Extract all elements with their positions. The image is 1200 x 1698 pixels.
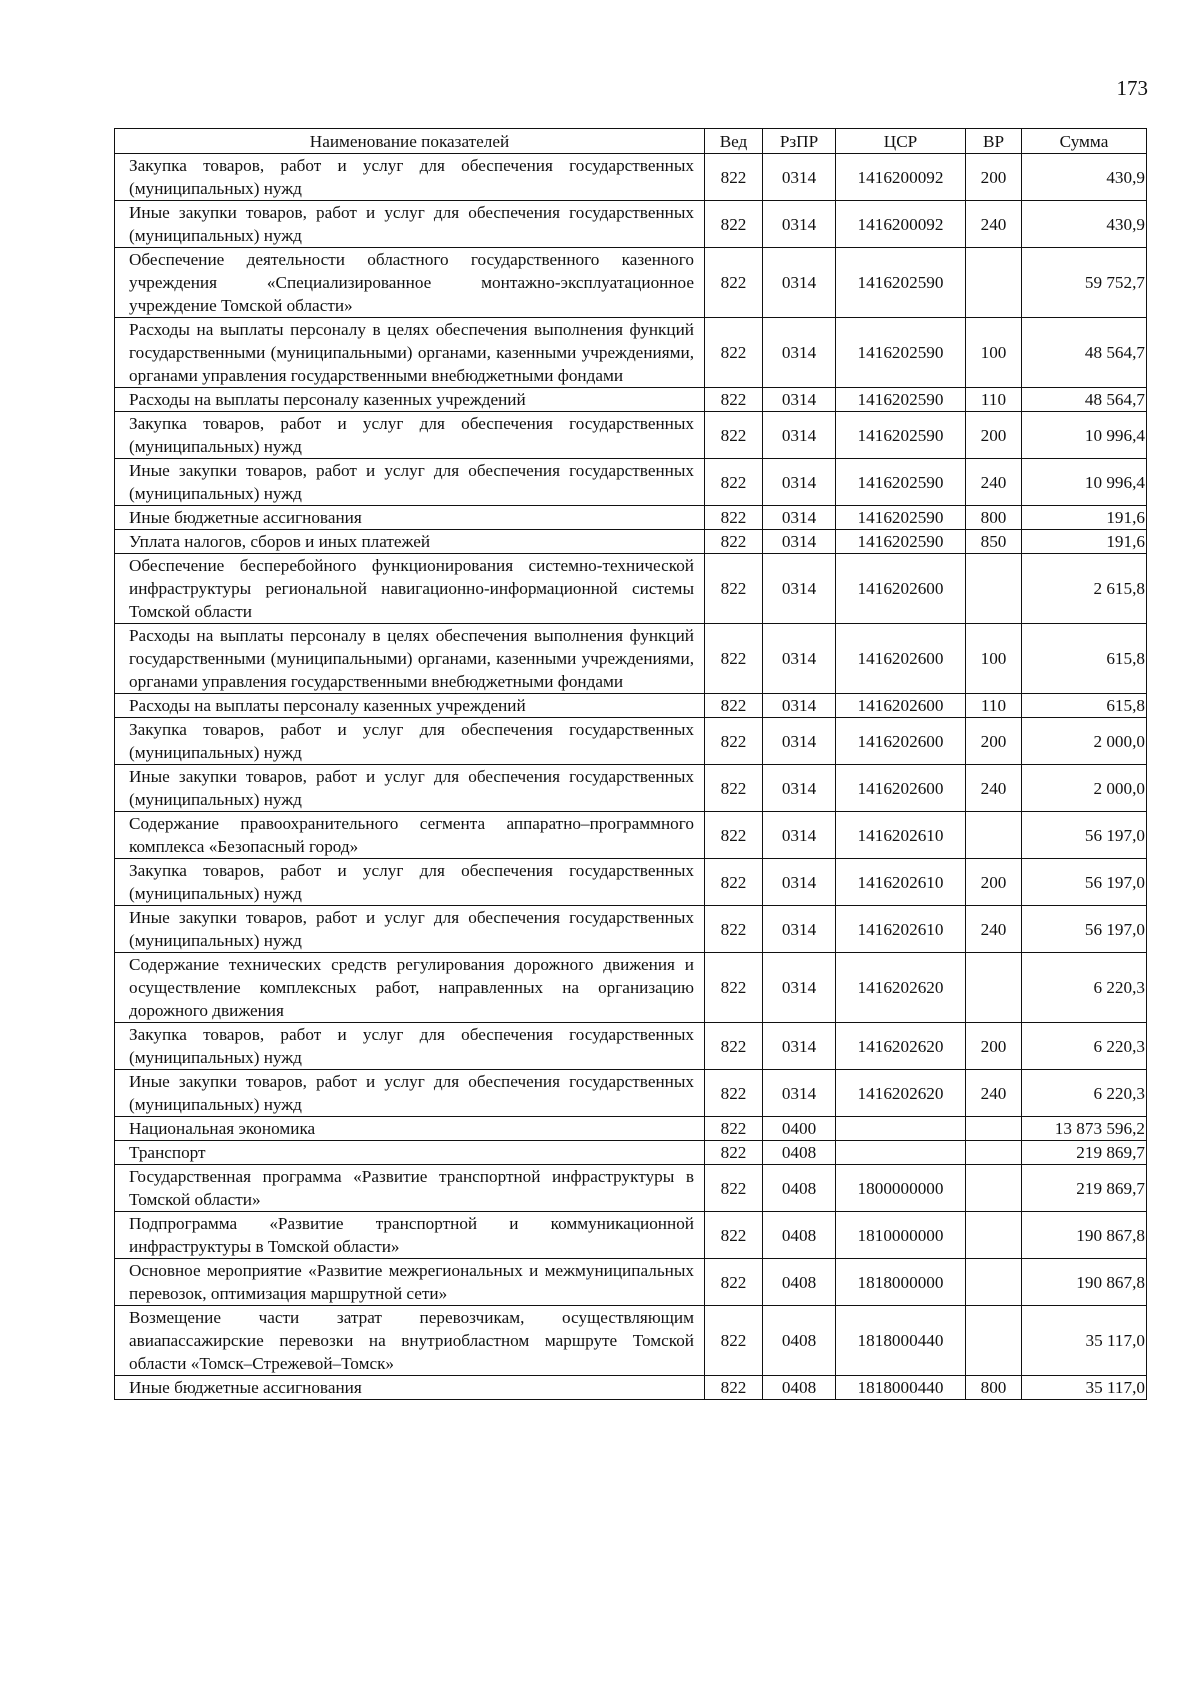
cell-rzpr: 0314 <box>763 624 836 694</box>
cell-vr: 200 <box>966 412 1022 459</box>
cell-csr: 1818000440 <box>836 1306 966 1376</box>
cell-ved: 822 <box>705 694 763 718</box>
cell-ved: 822 <box>705 1141 763 1165</box>
cell-csr: 1810000000 <box>836 1212 966 1259</box>
cell-name: Расходы на выплаты персоналу в целях обеспечения выполнения функций государственными (муниципальными) органами, казенными учреждениями, органами управления государственными внебюджетными фондами <box>115 318 705 388</box>
cell-csr: 1416202620 <box>836 953 966 1023</box>
cell-sum: 2 000,0 <box>1022 718 1147 765</box>
cell-name: Государственная программа «Развитие транспортной инфраструктуры в Томской области» <box>115 1165 705 1212</box>
cell-csr <box>836 1141 966 1165</box>
cell-rzpr: 0408 <box>763 1165 836 1212</box>
cell-vr: 200 <box>966 1023 1022 1070</box>
cell-ved: 822 <box>705 1306 763 1376</box>
cell-rzpr: 0314 <box>763 859 836 906</box>
cell-rzpr: 0314 <box>763 765 836 812</box>
cell-rzpr: 0408 <box>763 1306 836 1376</box>
cell-ved: 822 <box>705 1259 763 1306</box>
table-row <box>115 1117 1147 1141</box>
cell-name: Иные закупки товаров, работ и услуг для обеспечения государственных (муниципальных) нужд <box>115 459 705 506</box>
table-row <box>115 248 1147 318</box>
table-row <box>115 1023 1147 1070</box>
table-row <box>115 1259 1147 1306</box>
table-row <box>115 953 1147 1023</box>
cell-name: Уплата налогов, сборов и иных платежей <box>115 530 705 554</box>
header-ved: Вед <box>705 129 763 154</box>
table-header-row <box>115 129 1147 154</box>
cell-sum: 35 117,0 <box>1022 1306 1147 1376</box>
cell-vr: 110 <box>966 694 1022 718</box>
cell-ved: 822 <box>705 812 763 859</box>
table-row <box>115 530 1147 554</box>
cell-vr: 800 <box>966 506 1022 530</box>
cell-rzpr: 0314 <box>763 388 836 412</box>
cell-name: Иные закупки товаров, работ и услуг для обеспечения государственных (муниципальных) нужд <box>115 1070 705 1117</box>
cell-sum: 6 220,3 <box>1022 1023 1147 1070</box>
table-row <box>115 1306 1147 1376</box>
table-row <box>115 1141 1147 1165</box>
cell-sum: 190 867,8 <box>1022 1259 1147 1306</box>
table-row <box>115 624 1147 694</box>
cell-sum: 56 197,0 <box>1022 906 1147 953</box>
cell-csr: 1416202600 <box>836 718 966 765</box>
cell-csr: 1416202600 <box>836 765 966 812</box>
cell-vr <box>966 1259 1022 1306</box>
cell-csr: 1416202590 <box>836 248 966 318</box>
cell-name: Содержание технических средств регулирования дорожного движения и осуществление комплексных работ, направленных на организацию дорожного движения <box>115 953 705 1023</box>
cell-vr <box>966 1212 1022 1259</box>
cell-rzpr: 0408 <box>763 1259 836 1306</box>
cell-name: Иные бюджетные ассигнования <box>115 506 705 530</box>
cell-ved: 822 <box>705 1023 763 1070</box>
cell-csr: 1416202600 <box>836 694 966 718</box>
cell-csr: 1416202600 <box>836 554 966 624</box>
table-row <box>115 859 1147 906</box>
cell-rzpr: 0314 <box>763 953 836 1023</box>
table-row <box>115 318 1147 388</box>
table-row <box>115 1070 1147 1117</box>
cell-rzpr: 0314 <box>763 248 836 318</box>
cell-ved: 822 <box>705 530 763 554</box>
cell-ved: 822 <box>705 318 763 388</box>
table-row <box>115 718 1147 765</box>
table-row <box>115 1165 1147 1212</box>
cell-vr: 240 <box>966 459 1022 506</box>
cell-sum: 56 197,0 <box>1022 812 1147 859</box>
cell-sum: 615,8 <box>1022 624 1147 694</box>
cell-rzpr: 0314 <box>763 201 836 248</box>
cell-name: Закупка товаров, работ и услуг для обеспечения государственных (муниципальных) нужд <box>115 1023 705 1070</box>
cell-vr: 200 <box>966 154 1022 201</box>
cell-rzpr: 0314 <box>763 459 836 506</box>
cell-rzpr: 0408 <box>763 1376 836 1400</box>
cell-name: Закупка товаров, работ и услуг для обеспечения государственных (муниципальных) нужд <box>115 859 705 906</box>
cell-csr: 1416202590 <box>836 530 966 554</box>
cell-vr <box>966 812 1022 859</box>
cell-sum: 13 873 596,2 <box>1022 1117 1147 1141</box>
cell-ved: 822 <box>705 718 763 765</box>
cell-name: Обеспечение деятельности областного государственного казенного учреждения «Специализированное монтажно-эксплуатационное учреждение Томской области» <box>115 248 705 318</box>
cell-csr: 1416202590 <box>836 506 966 530</box>
cell-name: Иные закупки товаров, работ и услуг для обеспечения государственных (муниципальных) нужд <box>115 906 705 953</box>
table-row <box>115 201 1147 248</box>
cell-ved: 822 <box>705 953 763 1023</box>
cell-vr: 240 <box>966 906 1022 953</box>
table-row <box>115 506 1147 530</box>
cell-name: Закупка товаров, работ и услуг для обеспечения государственных (муниципальных) нужд <box>115 154 705 201</box>
header-name: Наименование показателей <box>115 129 705 154</box>
cell-rzpr: 0314 <box>763 718 836 765</box>
cell-ved: 822 <box>705 459 763 506</box>
cell-vr: 800 <box>966 1376 1022 1400</box>
cell-rzpr: 0314 <box>763 812 836 859</box>
cell-name: Закупка товаров, работ и услуг для обеспечения государственных (муниципальных) нужд <box>115 412 705 459</box>
cell-vr <box>966 1306 1022 1376</box>
cell-ved: 822 <box>705 1117 763 1141</box>
cell-csr: 1416202620 <box>836 1070 966 1117</box>
cell-vr: 200 <box>966 859 1022 906</box>
cell-name: Подпрограмма «Развитие транспортной и коммуникационной инфраструктуры в Томской области» <box>115 1212 705 1259</box>
cell-vr: 240 <box>966 1070 1022 1117</box>
cell-name: Возмещение части затрат перевозчикам, осуществляющим авиапассажирские перевозки на внутриобластном маршруте Томской области «Томск–Стрежевой–Томск» <box>115 1306 705 1376</box>
table-body <box>115 154 1147 1400</box>
cell-ved: 822 <box>705 506 763 530</box>
cell-sum: 190 867,8 <box>1022 1212 1147 1259</box>
cell-rzpr: 0314 <box>763 506 836 530</box>
cell-vr <box>966 1117 1022 1141</box>
cell-vr: 240 <box>966 765 1022 812</box>
cell-csr: 1416202610 <box>836 812 966 859</box>
cell-ved: 822 <box>705 388 763 412</box>
cell-name: Иные закупки товаров, работ и услуг для обеспечения государственных (муниципальных) нужд <box>115 201 705 248</box>
cell-sum: 219 869,7 <box>1022 1165 1147 1212</box>
table-row <box>115 765 1147 812</box>
cell-sum: 48 564,7 <box>1022 318 1147 388</box>
cell-ved: 822 <box>705 765 763 812</box>
cell-csr: 1416200092 <box>836 201 966 248</box>
cell-vr: 100 <box>966 624 1022 694</box>
cell-name: Иные закупки товаров, работ и услуг для обеспечения государственных (муниципальных) нужд <box>115 765 705 812</box>
cell-ved: 822 <box>705 1376 763 1400</box>
cell-ved: 822 <box>705 1070 763 1117</box>
cell-rzpr: 0408 <box>763 1212 836 1259</box>
table-row <box>115 554 1147 624</box>
cell-sum: 219 869,7 <box>1022 1141 1147 1165</box>
cell-sum: 2 000,0 <box>1022 765 1147 812</box>
cell-name: Транспорт <box>115 1141 705 1165</box>
cell-sum: 10 996,4 <box>1022 459 1147 506</box>
cell-csr: 1416200092 <box>836 154 966 201</box>
table-row <box>115 459 1147 506</box>
cell-ved: 822 <box>705 1165 763 1212</box>
cell-vr <box>966 1165 1022 1212</box>
cell-rzpr: 0314 <box>763 412 836 459</box>
cell-sum: 10 996,4 <box>1022 412 1147 459</box>
cell-sum: 430,9 <box>1022 201 1147 248</box>
cell-ved: 822 <box>705 248 763 318</box>
cell-csr <box>836 1117 966 1141</box>
cell-sum: 48 564,7 <box>1022 388 1147 412</box>
cell-vr: 200 <box>966 718 1022 765</box>
cell-rzpr: 0314 <box>763 1070 836 1117</box>
cell-name: Расходы на выплаты персоналу казенных учреждений <box>115 388 705 412</box>
cell-name: Национальная экономика <box>115 1117 705 1141</box>
cell-rzpr: 0314 <box>763 318 836 388</box>
cell-ved: 822 <box>705 624 763 694</box>
cell-sum: 35 117,0 <box>1022 1376 1147 1400</box>
cell-ved: 822 <box>705 154 763 201</box>
cell-rzpr: 0408 <box>763 1141 836 1165</box>
table-row <box>115 412 1147 459</box>
cell-vr: 100 <box>966 318 1022 388</box>
table-row <box>115 1376 1147 1400</box>
cell-rzpr: 0314 <box>763 906 836 953</box>
cell-rzpr: 0314 <box>763 154 836 201</box>
header-csr: ЦСР <box>836 129 966 154</box>
table-row <box>115 694 1147 718</box>
cell-sum: 6 220,3 <box>1022 953 1147 1023</box>
cell-name: Расходы на выплаты персоналу казенных учреждений <box>115 694 705 718</box>
cell-ved: 822 <box>705 554 763 624</box>
cell-sum: 2 615,8 <box>1022 554 1147 624</box>
cell-sum: 56 197,0 <box>1022 859 1147 906</box>
cell-vr: 110 <box>966 388 1022 412</box>
cell-csr: 1416202620 <box>836 1023 966 1070</box>
table-row <box>115 906 1147 953</box>
cell-sum: 615,8 <box>1022 694 1147 718</box>
cell-vr <box>966 248 1022 318</box>
cell-rzpr: 0314 <box>763 694 836 718</box>
cell-sum: 191,6 <box>1022 506 1147 530</box>
cell-ved: 822 <box>705 1212 763 1259</box>
cell-csr: 1416202600 <box>836 624 966 694</box>
cell-csr: 1818000440 <box>836 1376 966 1400</box>
cell-vr <box>966 953 1022 1023</box>
header-vr: ВР <box>966 129 1022 154</box>
cell-ved: 822 <box>705 201 763 248</box>
cell-csr: 1416202610 <box>836 906 966 953</box>
header-sum: Сумма <box>1022 129 1147 154</box>
cell-name: Содержание правоохранительного сегмента аппаратно–программного комплекса «Безопасный город» <box>115 812 705 859</box>
cell-csr: 1416202590 <box>836 388 966 412</box>
cell-sum: 430,9 <box>1022 154 1147 201</box>
table-row <box>115 1212 1147 1259</box>
table-row <box>115 812 1147 859</box>
table-row <box>115 154 1147 201</box>
cell-name: Основное мероприятие «Развитие межрегиональных и межмуниципальных перевозок, оптимизация маршрутной сети» <box>115 1259 705 1306</box>
cell-ved: 822 <box>705 906 763 953</box>
cell-csr: 1416202590 <box>836 318 966 388</box>
cell-csr: 1416202590 <box>836 412 966 459</box>
cell-rzpr: 0400 <box>763 1117 836 1141</box>
budget-table <box>114 128 1147 1400</box>
cell-csr: 1416202590 <box>836 459 966 506</box>
header-rzpr: РзПР <box>763 129 836 154</box>
cell-vr: 850 <box>966 530 1022 554</box>
cell-name: Обеспечение бесперебойного функционирования системно-технической инфраструктуры региональной навигационно-информационной системы Томской области <box>115 554 705 624</box>
cell-csr: 1818000000 <box>836 1259 966 1306</box>
cell-sum: 6 220,3 <box>1022 1070 1147 1117</box>
cell-csr: 1416202610 <box>836 859 966 906</box>
table-row <box>115 388 1147 412</box>
cell-name: Закупка товаров, работ и услуг для обеспечения государственных (муниципальных) нужд <box>115 718 705 765</box>
cell-vr <box>966 1141 1022 1165</box>
cell-csr: 1800000000 <box>836 1165 966 1212</box>
cell-name: Иные бюджетные ассигнования <box>115 1376 705 1400</box>
cell-name: Расходы на выплаты персоналу в целях обеспечения выполнения функций государственными (муниципальными) органами, казенными учреждениями, органами управления государственными внебюджетными фондами <box>115 624 705 694</box>
cell-vr <box>966 554 1022 624</box>
cell-vr: 240 <box>966 201 1022 248</box>
page-number: 173 <box>1116 76 1148 100</box>
cell-rzpr: 0314 <box>763 530 836 554</box>
cell-ved: 822 <box>705 412 763 459</box>
cell-rzpr: 0314 <box>763 554 836 624</box>
cell-sum: 191,6 <box>1022 530 1147 554</box>
cell-ved: 822 <box>705 859 763 906</box>
cell-sum: 59 752,7 <box>1022 248 1147 318</box>
cell-rzpr: 0314 <box>763 1023 836 1070</box>
